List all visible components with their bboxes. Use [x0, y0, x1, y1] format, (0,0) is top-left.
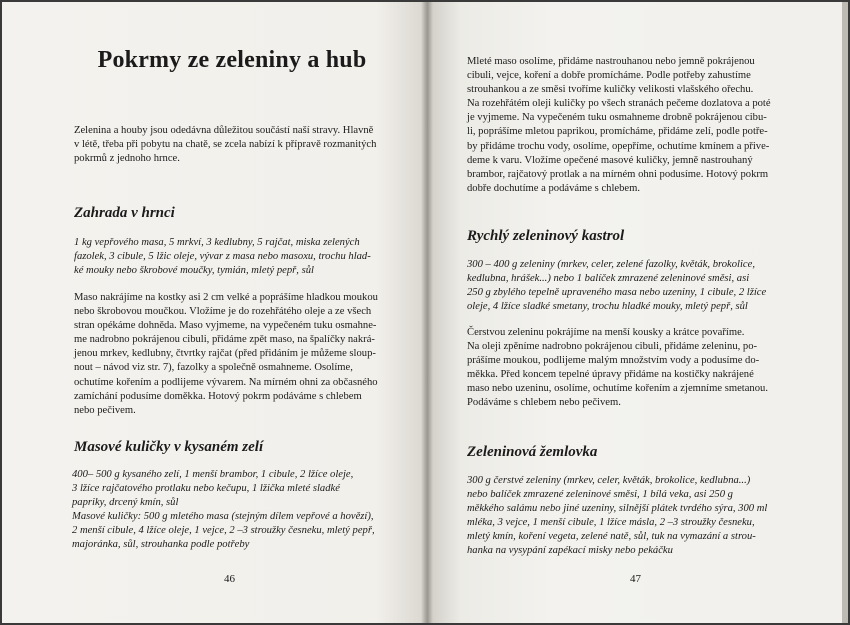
chapter-title: Pokrmy ze zeleniny a hub [97, 47, 367, 73]
text-line: mléka, 3 vejce, 1 menší cibule, 1 lžíce másla, 2 –3 stroužky česneku, [467, 517, 755, 529]
text-line: Čerstvou zeleninu pokrájíme na menší kousky a krátce povaříme. [467, 327, 745, 338]
text-line: by přidáme trochu vody, osolíme, opepříme, ochutíme kmínem a přive- [467, 140, 770, 152]
ingredients-paragraph [467, 474, 801, 559]
book-spread [2, 2, 848, 623]
text-line: 250 g zbylého tepelně upraveného masa nebo uzeniny, 1 cibule, 2 lžíce [467, 287, 767, 299]
method-paragraph [467, 326, 801, 411]
text-line: Podáváme s chlebem nebo pečivem. [467, 397, 621, 409]
text-line: mletý kmín, koření vegeta, zelené natě, sůl, tuk na vymazání a strou- [467, 531, 756, 543]
text-line: prášíme moukou, podlijeme malým množstvím vody a podusíme do- [467, 355, 760, 367]
text-line: Maso nakrájíme na kostky asi 2 cm velké a poprášíme hladkou moukou [74, 292, 378, 303]
text-line: ké mouky nebo škrobové moučky, tymián, mletý pepř, sůl [74, 265, 314, 277]
text-line: me nadrobno pokrájenou cibuli, přidáme zpět maso, na špalíčky nakrá- [74, 334, 375, 346]
text-line: majoránka, sůl, strouhanka podle potřeby [72, 539, 250, 551]
section-heading-rychly-kastrol: Rychlý zeleninový kastrol [467, 228, 625, 244]
text-line: Mleté maso osolíme, přidáme nastrouhanou nebo jemně pokrájenou [467, 56, 755, 67]
ingredients-paragraph [74, 236, 404, 278]
method-paragraph [74, 291, 404, 418]
text-line: měkka. Před koncem tepelné úpravy přidáme na kostičky nakrájené [467, 369, 754, 381]
text-line: strouhankou a ze směsi tvoříme kuličky velikosti vlašského ořechu. [467, 84, 754, 96]
section-heading-masove-kulicky: Masové kuličky v kysaném zelí [74, 439, 264, 455]
text-line: hanka na vysypání zapékací misky nebo pekáčku [467, 545, 673, 557]
text-line: 400– 500 g kysaného zelí, 1 menší brambor, 1 cibule, 2 lžíce oleje, [72, 469, 354, 480]
text-line: ochutíme kořením a podlijeme vývarem. Na mírném ohni za občasného [74, 376, 378, 388]
text-line: cibuli, vejce, koření a dobře promícháme. Podle potřeby zahustíme [467, 70, 751, 82]
text-line: pokrmů z jednoho hrnce. [74, 153, 180, 165]
text-line: je vyjmeme. Na vypečeném tuku osmahneme drobně pokrájenou cibu- [467, 112, 767, 124]
left-page [2, 2, 427, 623]
text-line: papriky, drcený kmín, sůl [72, 497, 179, 509]
text-line: 300 – 400 g zeleniny (mrkev, celer, zelené fazolky, květák, brokolice, [467, 259, 755, 270]
ingredients-paragraph [72, 468, 404, 553]
text-line: Zelenina a houby jsou odedávna důležitou součástí naší stravy. Hlavně [74, 125, 374, 136]
text-line: maso nebo uzeninu, osolíme, ochutíme kořením a zjemníme smetanou. [467, 383, 768, 395]
continuation-paragraph [467, 55, 801, 196]
page-number: 47 [630, 573, 641, 585]
text-line: 3 lžíce rajčatového protlaku nebo kečupu, 1 lžička mleté sladké [72, 483, 340, 495]
right-page [427, 2, 848, 623]
ingredients-paragraph [467, 258, 801, 314]
text-line: měkkého salámu nebo jiné uzeniny, silnější plátek tvrdého sýra, 300 ml [467, 503, 768, 515]
text-line: jenou mrkev, kedlubny, čtvrtky rajčat (před přidáním je můžeme sloup- [74, 348, 376, 360]
text-line: nout – návod viz str. 7), fazolky a společně osmahneme. Osolíme, [74, 362, 353, 374]
text-line: kedlubna, hrášek...) nebo 1 balíček zmrazené zeleninové směsi, asi [467, 273, 750, 285]
page-edge-shadow [842, 2, 848, 623]
text-line: nebo balíček zmrazené zeleninové směsi, 1 bílá veka, asi 250 g [467, 489, 733, 501]
text-line: Masové kuličky: 500 g mletého masa (stejným dílem vepřové a hovězí), [72, 511, 374, 523]
text-line: nebo pečivem. [74, 404, 136, 416]
text-line: Na oleji zpěníme nadrobno pokrájenou cibuli, přidáme zeleninu, po- [467, 341, 758, 353]
text-line: stran opékáme dohněda. Maso vyjmeme, na vypečeném tuku osmahne- [74, 320, 377, 332]
text-line: dobře dochutíme a podáváme s chlebem. [467, 182, 640, 194]
text-line: 2 menší cibule, 4 lžíce oleje, 1 vejce, 2 –3 stroužky česneku, mletý pepř, [72, 525, 375, 537]
text-line: zamíchání podusíme doměkka. Hotový pokrm podáváme s chlebem [74, 390, 362, 402]
text-line: Na rozehřátém oleji kuličky po všech stranách pečeme dozlatova a poté [467, 98, 771, 110]
section-heading-zeleninova-zemlovka: Zeleninová žemlovka [467, 444, 598, 460]
intro-paragraph [74, 124, 404, 166]
text-line: oleje, 4 lžíce sladké smetany, trochu hladké mouky, mletý pepř, sůl [467, 301, 748, 313]
book-gutter [421, 2, 433, 623]
text-line: deme k varu. Vložíme opečené masové kuličky, jemně nastrouhaný [467, 154, 753, 166]
text-line: brambor, rajčatový protlak a na mírném ohni podusíme. Hotový pokrm [467, 168, 769, 180]
text-line: 300 g čerstvé zeleniny (mrkev, celer, květák, brokolice, kedlubna...) [467, 475, 751, 486]
section-heading-zahrada-v-hrnci: Zahrada v hrnci [74, 205, 175, 221]
text-line: 1 kg vepřového masa, 5 mrkví, 3 kedlubny, 5 rajčat, miska zelených [74, 237, 360, 248]
text-line: v létě, třeba při pobytu na chatě, se zcela nabízí k přípravě rozmanitých [74, 139, 377, 151]
text-line: li, poprášíme mletou paprikou, promícháme, přidáme zelí, podle potře- [467, 126, 768, 138]
page-number: 46 [224, 573, 235, 585]
text-line: nebo škrobovou moučkou. Vložíme je do rozehřátého oleje a ze všech [74, 306, 372, 318]
text-line: fazolek, 3 cibule, 5 lžic oleje, vývar z masa nebo masoxu, trochu hlad- [74, 251, 371, 263]
